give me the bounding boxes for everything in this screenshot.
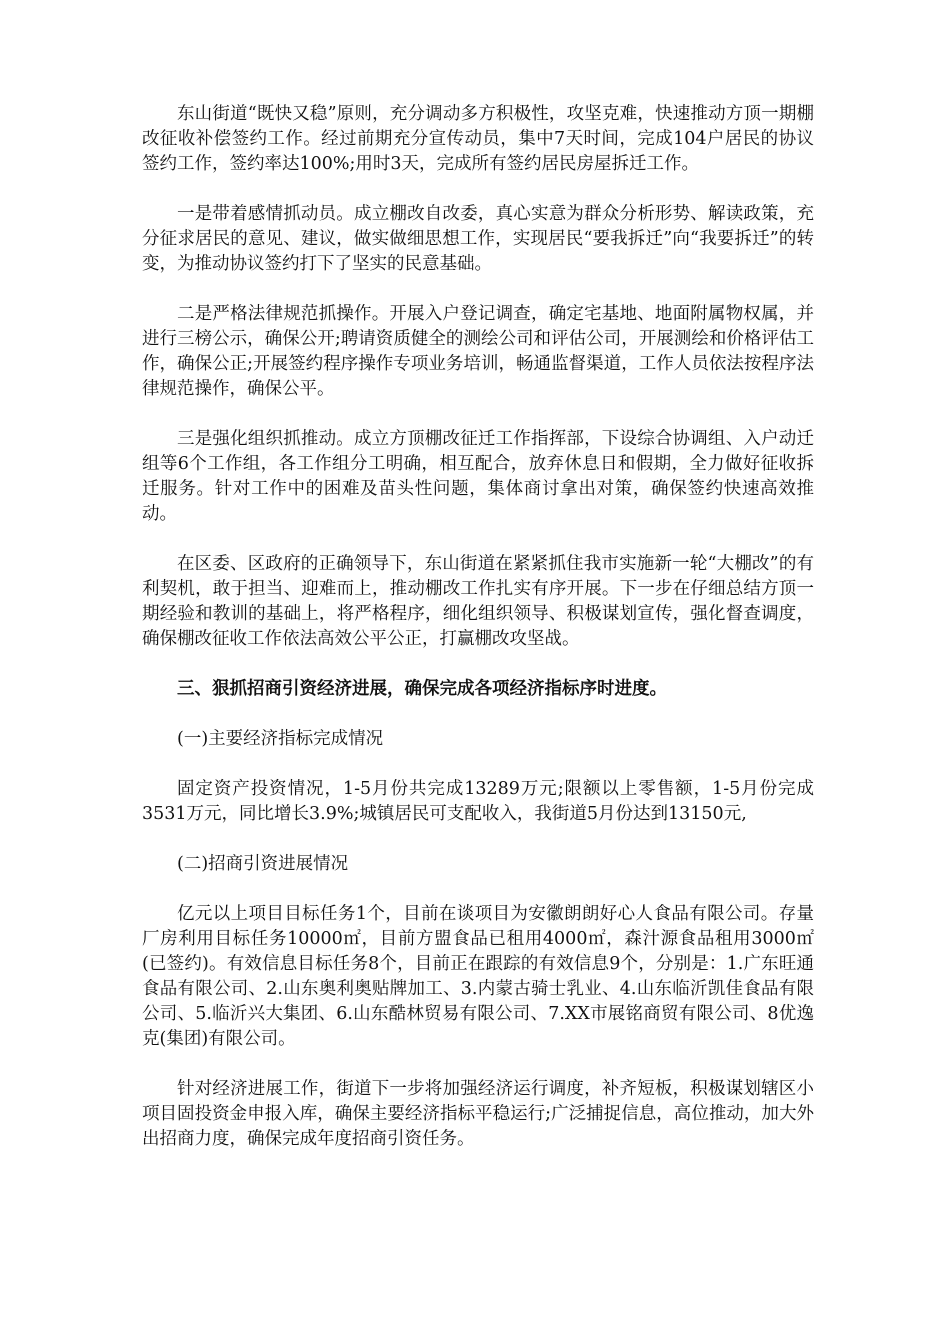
paragraph-signing-summary: 东山街道“既快又稳”原则，充分调动多方积极性，攻坚克难，快速推动方顶一期棚改征收补偿签约工作。经过前期充分宣传动员，集中7天时间，完成104户居民的协议签约工作，签约率达100%;用时3天，完成所有签约居民房屋拆迁工作。 bbox=[142, 104, 814, 174]
subheading-economic-indicators: (一)主要经济指标完成情况 bbox=[177, 729, 384, 749]
paragraph-organization: 三是强化组织抓推动。成立方顶棚改征迁工作指挥部，下设综合协调组、入户动迁组等6个工作组，各工作组分工明确，相互配合，放弃休息日和假期，全力做好征收拆迁服务。针对工作中的困难及苗头性问题，集体商讨拿出对策，确保签约快速高效推动。 bbox=[142, 429, 814, 524]
paragraph-economic-indicators: 固定资产投资情况，1-5月份共完成13289万元;限额以上零售额，1-5月份完成3531万元，同比增长3.9%;城镇居民可支配收入，我街道5月份达到13150元, bbox=[142, 779, 814, 824]
section-heading-investment: 三、狠抓招商引资经济进展，确保完成各项经济指标序时进度。 bbox=[177, 679, 667, 699]
document-body bbox=[142, 102, 814, 1177]
paragraph-next-steps: 在区委、区政府的正确领导下，东山街道在紧紧抓住我市实施新一轮“大棚改”的有利契机，敢于担当、迎难而上，推动棚改工作扎实有序开展。下一步在仔细总结方顶一期经验和教训的基础上，将严格程序，细化组织领导、积极谋划宣传，强化督查调度，确保棚改征收工作依法高效公平公正，打赢棚改攻坚战。 bbox=[142, 554, 814, 649]
paragraph-mobilization: 一是带着感情抓动员。成立棚改自改委，真心实意为群众分析形势、解读政策，充分征求居民的意见、建议，做实做细思想工作，实现居民“要我拆迁”向“我要拆迁”的转变，为推动协议签约打下了坚实的民意基础。 bbox=[142, 204, 814, 274]
subheading-investment-progress: (二)招商引资进展情况 bbox=[177, 854, 349, 874]
paragraph-investment-progress: 亿元以上项目目标任务1个，目前在谈项目为安徽朗朗好心人食品有限公司。存量厂房利用目标任务10000㎡，目前方盟食品已租用4000㎡，森汁源食品租用3000㎡(已签约)。有效信息目标任务8个，目前正在跟踪的有效信息9个，分别是：1.广东旺通食品有限公司、2.山东奥利奥贴牌加工、3.内蒙古骑士乳业、4.山东临沂凯佳食品有限公司、5.临沂兴大集团、6.山东酷林贸易有限公司、7.XX市展铭商贸有限公司、8优逸克(集团)有限公司。 bbox=[142, 904, 814, 1049]
paragraph-closing: 针对经济进展工作，街道下一步将加强经济运行调度，补齐短板，积极谋划辖区小项目固投资金申报入库，确保主要经济指标平稳运行;广泛捕捉信息，高位推动，加大外出招商力度，确保完成年度招商引资任务。 bbox=[142, 1079, 814, 1149]
paragraph-legal-operation: 二是严格法律规范抓操作。开展入户登记调查，确定宅基地、地面附属物权属，并进行三榜公示，确保公开;聘请资质健全的测绘公司和评估公司，开展测绘和价格评估工作，确保公正;开展签约程序操作专项业务培训，畅通监督渠道，工作人员依法按程序法律规范操作，确保公平。 bbox=[142, 304, 814, 399]
